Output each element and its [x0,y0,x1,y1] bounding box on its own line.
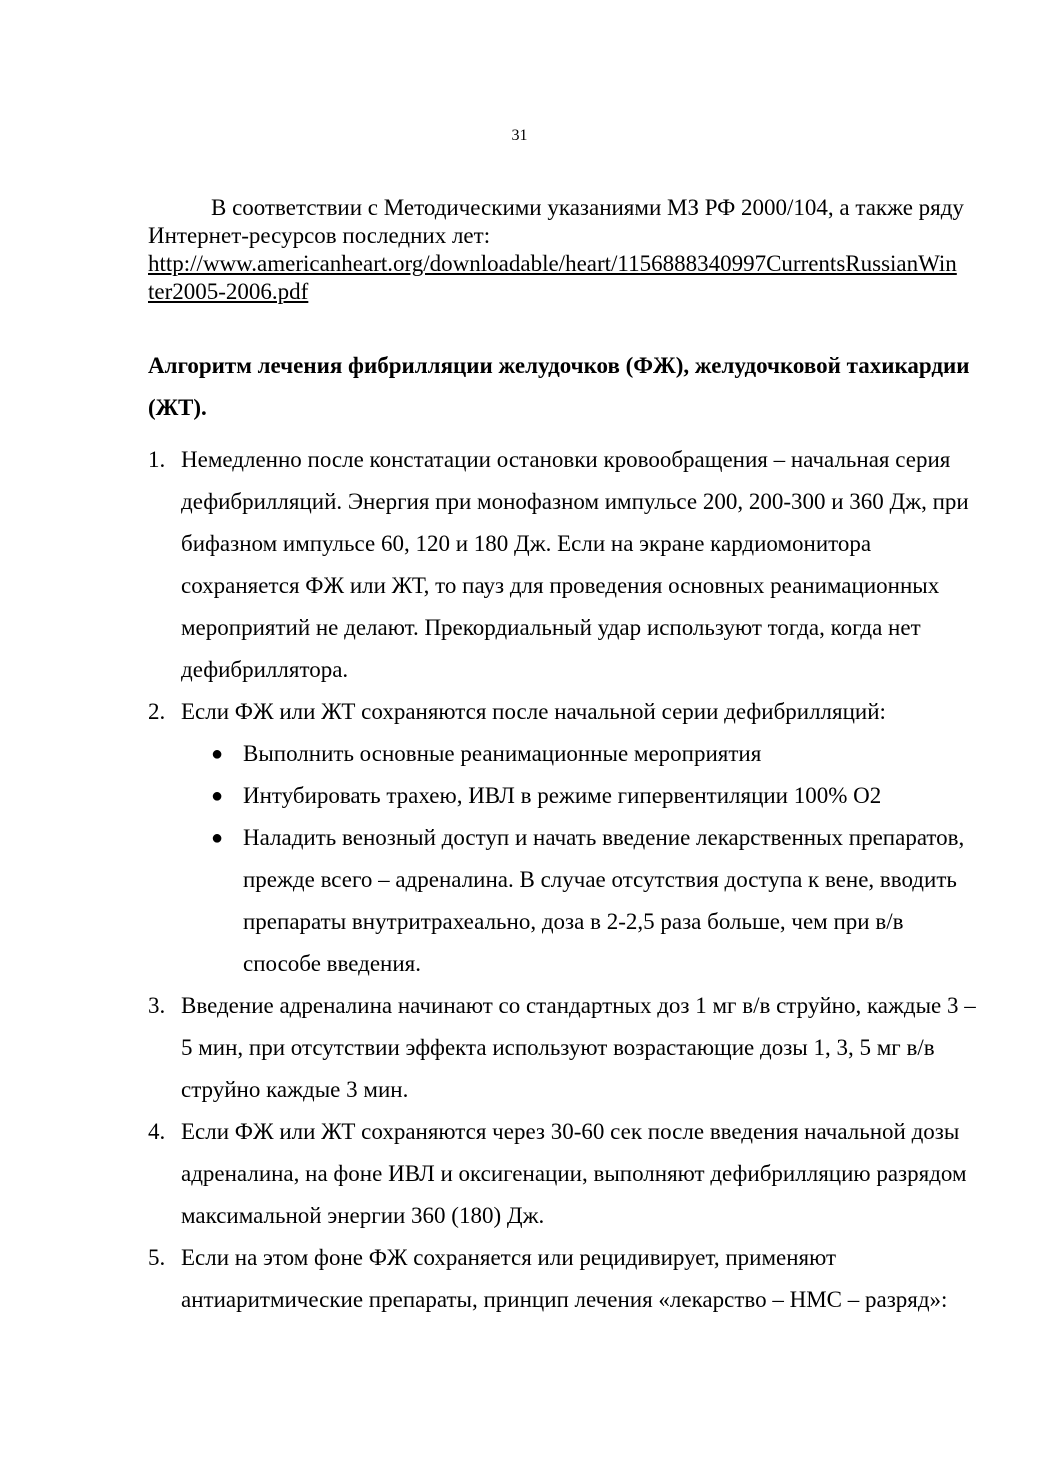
bullet-item [181,817,978,985]
bullet-icon: ● [211,827,224,849]
intro-paragraph: В соответствии с Методическими указаниями МЗ РФ 2000/104, а также ряду Интернет-ресурсов последних лет: [148,195,964,248]
list-item [148,1111,978,1237]
list-item [148,1237,978,1321]
list-item-number: 4. [148,1119,166,1144]
bullet-text: Наладить венозный доступ и начать введение лекарственных препаратов, прежде всего – адреналина. В случае отсутствия доступа к вене, вводить препараты внутритрахеально, доза в 2-2,5 раза больше, чем при в/в способе введения. [243,825,965,976]
bullet-list [181,733,978,985]
list-item-number: 5. [148,1245,166,1270]
bullet-item [181,733,978,775]
page-number: 31 [511,127,528,144]
bullet-text: Интубировать трахею, ИВЛ в режиме гипервентиляции 100% О2 [243,783,882,808]
list-item-text: Если на этом фоне ФЖ сохраняется или рецидивирует, применяют антиаритмические препараты, принцип лечения «лекарство – НМС – разряд»: [181,1245,948,1312]
bullet-text: Выполнить основные реанимационные мероприятия [243,741,762,766]
intro-block [148,194,978,306]
list-item [148,439,978,691]
bullet-item [181,775,978,817]
bullet-icon: ● [211,743,224,765]
bullet-icon: ● [211,785,224,807]
list-item-text: Если ФЖ или ЖТ сохраняются после начальной серии дефибрилляций: [181,699,886,724]
section-heading: Алгоритм лечения фибрилляции желудочков (ФЖ), желудочковой тахикардии (ЖТ). [148,353,970,420]
list-item-number: 1. [148,447,166,472]
list-item-number: 2. [148,699,166,724]
list-item [148,985,978,1111]
list-item-text: Введение адреналина начинают со стандартных доз 1 мг в/в струйно, каждые 3 – 5 мин, при отсутствии эффекта используют возрастающие дозы 1, 3, 5 мг в/в струйно каждые 3 мин. [181,993,976,1102]
list-item-text: Если ФЖ или ЖТ сохраняются через 30-60 сек после введения начальной дозы адреналина, на фоне ИВЛ и оксигенации, выполняют дефибрилляцию разрядом максимальной энергии 360 (180) Дж. [181,1119,967,1228]
treatment-steps-list [148,439,978,1321]
list-item-number: 3. [148,993,166,1018]
list-item-text: Немедленно после констатации остановки кровообращения – начальная серия дефибрилляций. Энергия при монофазном импульсе 200, 200-300 и 360 Дж, при бифазном импульсе 60, 120 и 180 Дж. Если на экране кардиомонитора сохраняется ФЖ или ЖТ, то пауз для проведения основных реанимационных мероприятий не делают. Прекордиальный удар используют тогда, когда нет дефибриллятора. [181,447,969,682]
source-link[interactable]: http://www.americanheart.org/downloadable/heart/1156888340997CurrentsRussianWinter2005-2006.pdf [148,251,957,304]
list-item [148,691,978,985]
